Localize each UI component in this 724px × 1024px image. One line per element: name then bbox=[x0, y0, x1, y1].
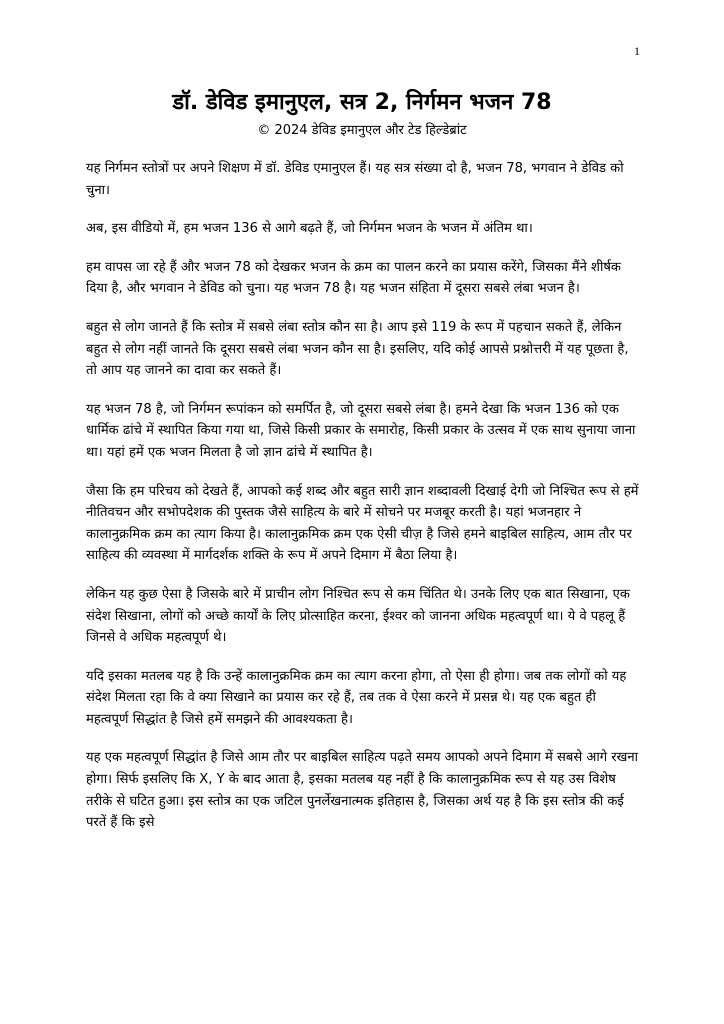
copyright-line: © 2024 डेविड इमानुएल और टेड हिल्डेब्रांट bbox=[257, 123, 467, 138]
paragraph: अब, इस वीडियो में, हम भजन 136 से आगे बढ़ते हैं, जो निर्गमन भजन के भजन में अंतिम था। bbox=[86, 221, 533, 237]
paragraph: यह निर्गमन स्तोत्रों पर अपने शिक्षण में डॉ. डेविड एमानुएल हैं। यह सत्र संख्या दो है, भजन 78, भगवान ने डेविड को चुना। bbox=[86, 161, 624, 198]
paragraph: जैसा कि हम परिचय को देखते हैं, आपको कई शब्द और बहुत सारी ज्ञान शब्दावली दिखाई देगी जो निश्चित रूप से हमें नीतिवचन और सभोपदेशक की पुस्तक जैसे साहित्य के बारे में सोचने पर मजबूर करती है। यहां भजनहार ने कालानुक्रमिक क्रम का त्याग किया है। कालानुक्रमिक क्रम एक ऐसी चीज़ है जिसे हमने बाइबिल साहित्य, आम तौर पर साहित्य की व्यवस्था में मार्गदर्शक शक्ति के रूप में अपने दिमाग में बैठा लिया है। bbox=[86, 483, 639, 564]
paragraph: लेकिन यह कुछ ऐसा है जिसके बारे में प्राचीन लोग निश्चित रूप से कम चिंतित थे। उनके लिए एक बात सिखाना, एक संदेश सिखाना, लोगों को अच्छे कार्यों के लिए प्रोत्साहित करना, ईश्वर को जानना अधिक महत्वपूर्ण था। ये वे पहलू हैं जिनसे वे अधिक महत्वपूर्ण थे। bbox=[86, 586, 630, 646]
paragraph: यह एक महत्वपूर्ण सिद्धांत है जिसे आम तौर पर बाइबिल साहित्य पढ़ते समय आपको अपने दिमाग में सबसे आगे रखना होगा। सिर्फ इसलिए कि X, Y के बाद आता है, इसका मतलब यह नहीं है कि कालानुक्रमिक रूप से यह उस विशेष तरीके से घटित हुआ। इस स्तोत्र का एक जटिल पुनर्लेखनात्मक इतिहास है, जिसका अर्थ यह है कि इस स्तोत्र की कई परतें हैं कि इसे bbox=[86, 750, 639, 831]
paragraph: बहुत से लोग जानते हैं कि स्तोत्र में सबसे लंबा स्तोत्र कौन सा है। आप इसे 119 के रूप में पहचान सकते हैं, लेकिन बहुत से लोग नहीं जानते कि दूसरा सबसे लंबा भजन कौन सा है। इसलिए, यदि कोई आपसे प्रश्नोत्तरी में यह पूछता है, तो आप यह जानने का दावा कर सकते हैं। bbox=[86, 319, 629, 379]
document-body bbox=[86, 158, 642, 851]
paragraph: यह भजन 78 है, जो निर्गमन रूपांकन को समर्पित है, जो दूसरा सबसे लंबा है। हमने देखा कि भजन 136 को एक धार्मिक ढांचे में स्थापित किया गया था, जिसे किसी प्रकार के समारोह, किसी प्रकार के उत्सव में एक साथ सुनाया जाना था। यहां हमें एक भजन मिलता है जो ज्ञान ढांचे में स्थापित है। bbox=[86, 401, 636, 460]
document-title: डॉ. डेविड इमानुएल, सत्र 2, निर्गमन भजन 78 bbox=[172, 90, 552, 115]
paragraph: हम वापस जा रहे हैं और भजन 78 को देखकर भजन के क्रम का पालन करने का प्रयास करेंगे, जिसका मैंने शीर्षक दिया है, और भगवान ने डेविड को चुना। यह भजन 78 है। यह भजन संहिता में दूसरा सबसे लंबा भजन है। bbox=[86, 259, 621, 297]
page-number: 1 bbox=[634, 44, 640, 58]
paragraph: यदि इसका मतलब यह है कि उन्हें कालानुक्रमिक क्रम का त्याग करना होगा, तो ऐसा ही होगा। जब तक लोगों को यह संदेश मिलता रहा कि वे क्या सिखाने का प्रयास कर रहे हैं, तब तक वे ऐसा करने में प्रसन्न थे। यह एक बहुत ही महत्वपूर्ण सिद्धांत है जिसे हमें समझने की आवश्यकता है। bbox=[86, 668, 627, 727]
